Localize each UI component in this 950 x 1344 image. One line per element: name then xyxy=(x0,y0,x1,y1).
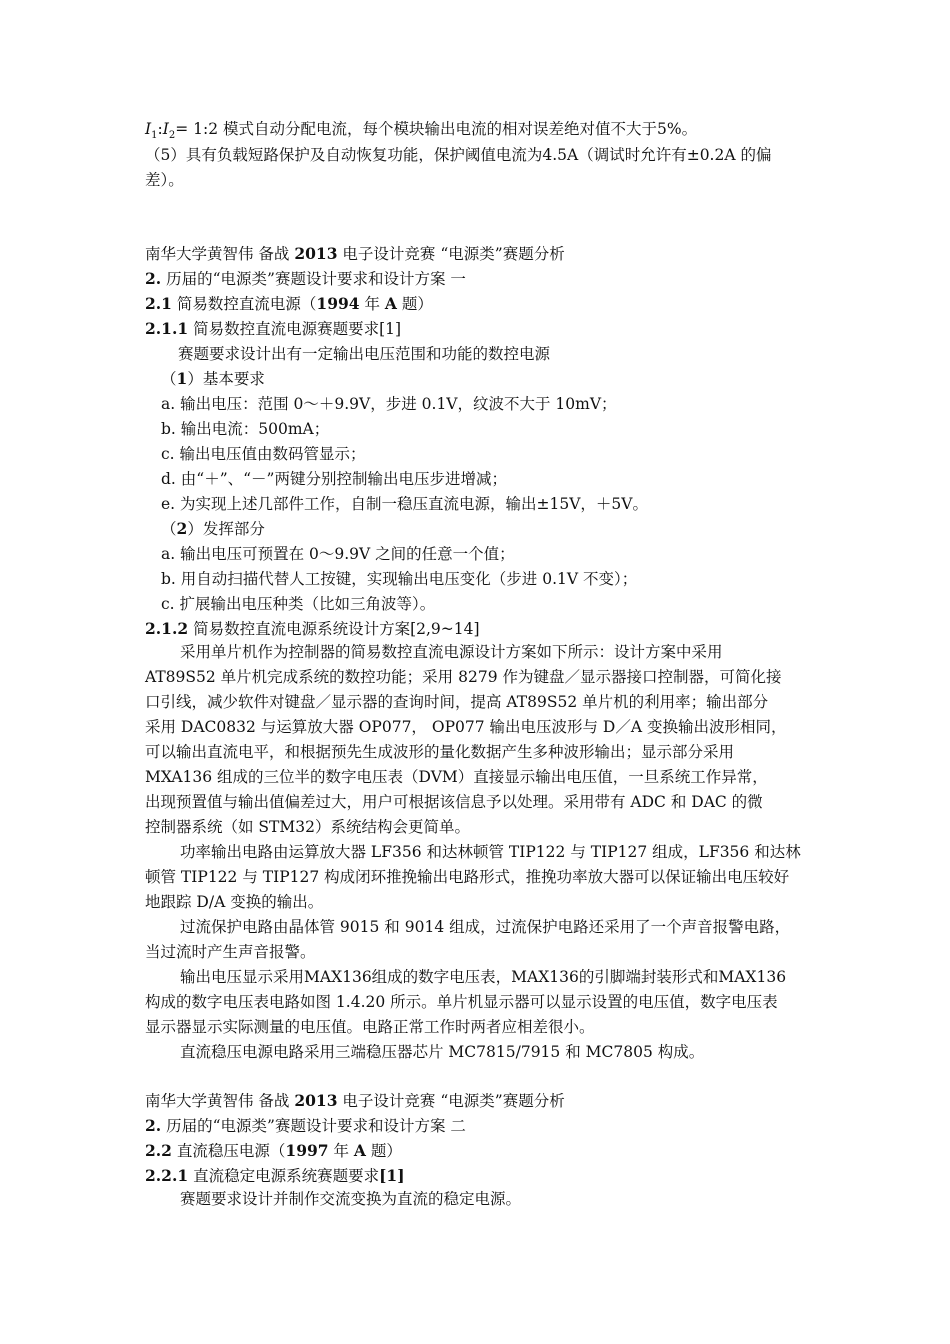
list-item: b. 输出电流：500mA； xyxy=(161,420,330,438)
paragraph-line: 可以输出直流电平，和根据预先生成波形的量化数据产生多种波形输出；显示部分采用 xyxy=(145,743,735,761)
list-item: d. 由“＋”、“－”两键分别控制输出电压步进增减； xyxy=(161,470,507,488)
list-item: a. 输出电压：范围 0～＋9.9V，步进 0.1V，纹波不大于 10mV； xyxy=(161,395,617,413)
paragraph-line: 口引线，减少软件对键盘／显示器的查询时间，提高 AT89S52 单片机的利用率；输出部分 xyxy=(145,693,769,711)
paragraph-line: 当过流时产生声音报警。 xyxy=(145,943,316,961)
heading-2-2: 2.2 直流稳压电源（1997 年 A 题） xyxy=(145,1141,402,1160)
paragraph-text: 模式自动分配电流，每个模块输出电流的相对误差绝对值不大于5%。 xyxy=(218,120,698,138)
heading-2: 2. 历届的“电源类”赛题设计要求和设计方案 一 xyxy=(145,269,466,288)
paragraph-line: MXA136 组成的三位半的数字电压表（DVM）直接显示输出电压值，一旦系统工作异常， xyxy=(145,768,768,786)
formula-subscript: 2 xyxy=(168,130,176,141)
paragraph-line: 过流保护电路由晶体管 9015 和 9014 组成，过流保护电路还采用了一个声音报警电路， xyxy=(180,918,791,936)
formula-subscript: 1 xyxy=(151,130,158,141)
heading-2-1-2: 2.1.2 简易数控直流电源系统设计方案[2,9~14] xyxy=(145,619,480,638)
section-header: 南华大学黄智伟 备战 2013 电子设计竞赛 “电源类”赛题分析 xyxy=(145,244,565,263)
paragraph-line: 输出电压显示采用MAX136组成的数字电压表，MAX136的引脚端封装形式和MAX136 xyxy=(180,968,787,986)
heading-2-1: 2.1 简易数控直流电源（1994 年 A 题） xyxy=(145,294,433,313)
paragraph-line: 功率输出电路由运算放大器 LF356 和达林顿管 TIP122 与 TIP127 组成，LF356 和达林 xyxy=(180,843,801,861)
paragraph-line: 出现预置值与输出值偏差过大，用户可根据该信息予以处理。采用带有 ADC 和 DAC 的微 xyxy=(145,793,763,811)
intro-text: 赛题要求设计出有一定输出电压范围和功能的数控电源 xyxy=(178,345,551,363)
heading-2-1-1: 2.1.1 简易数控直流电源赛题要求[1] xyxy=(145,319,402,338)
formula xyxy=(145,120,219,141)
paragraph-line: 显示器显示实际测量的电压值。电路正常工作时两者应相差很小。 xyxy=(145,1018,595,1036)
heading-2: 2. 历届的“电源类”赛题设计要求和设计方案 二 xyxy=(145,1116,466,1135)
extension-label: （2）发挥部分 xyxy=(161,519,265,538)
paragraph-line: 直流稳压电源电路采用三端稳压器芯片 MC7815/7915 和 MC7805 构成。 xyxy=(180,1043,705,1061)
paragraph-line: 采用 DAC0832 与运算放大器 OP077， OP077 输出电压波形与 D／A 变换输出波形相同， xyxy=(145,718,787,736)
list-item: b. 用自动扫描代替人工按键，实现输出电压变化（步进 0.1V 不变）； xyxy=(161,570,638,588)
section-header: 南华大学黄智伟 备战 2013 电子设计竞赛 “电源类”赛题分析 xyxy=(145,1091,565,1110)
formula-ratio: = 1:2 xyxy=(175,120,219,138)
intro-text: 赛题要求设计并制作交流变换为直流的稳定电源。 xyxy=(180,1190,522,1208)
list-item: a. 输出电压可预置在 0～9.9V 之间的任意一个值； xyxy=(161,545,515,563)
basic-requirements-label: （1）基本要求 xyxy=(161,369,265,388)
paragraph-line: 采用单片机作为控制器的简易数控直流电源设计方案如下所示：设计方案中采用 xyxy=(180,643,723,661)
heading-2-2-1: 2.2.1 直流稳定电源系统赛题要求[1] xyxy=(145,1166,405,1185)
paragraph-line: 地跟踪 D/A 变换的输出。 xyxy=(145,893,324,911)
paragraph-line: AT89S52 单片机完成系统的数控功能；采用 8279 作为键盘／显示器接口控制器，可简化接 xyxy=(145,668,782,686)
formula-colon: : xyxy=(157,120,163,138)
list-item: c. 输出电压值由数码管显示； xyxy=(161,445,366,463)
paragraph-line: 差）。 xyxy=(145,171,184,189)
paragraph-line: 顿管 TIP122 与 TIP127 构成闭环推挽输出电路形式，推挽功率放大器可以保证输出电压较好 xyxy=(145,868,790,886)
paragraph-line: 构成的数字电压表电路如图 1.4.20 所示。单片机显示器可以显示设置的电压值，数字电压表 xyxy=(145,993,778,1011)
formula-symbol: I xyxy=(162,120,169,138)
formula-symbol: I xyxy=(145,120,152,138)
list-item: c. 扩展输出电压种类（比如三角波等）。 xyxy=(161,595,436,613)
paragraph-line: （5）具有负载短路保护及自动恢复功能，保护阈值电流为4.5A（调试时允许有±0.2A 的偏 xyxy=(145,146,772,164)
formula-line xyxy=(145,119,697,139)
list-item: e. 为实现上述几部件工作，自制一稳压直流电源，输出±15V，＋5V。 xyxy=(161,495,648,513)
paragraph-line: 控制器系统（如 STM32）系统结构会更简单。 xyxy=(145,818,470,836)
